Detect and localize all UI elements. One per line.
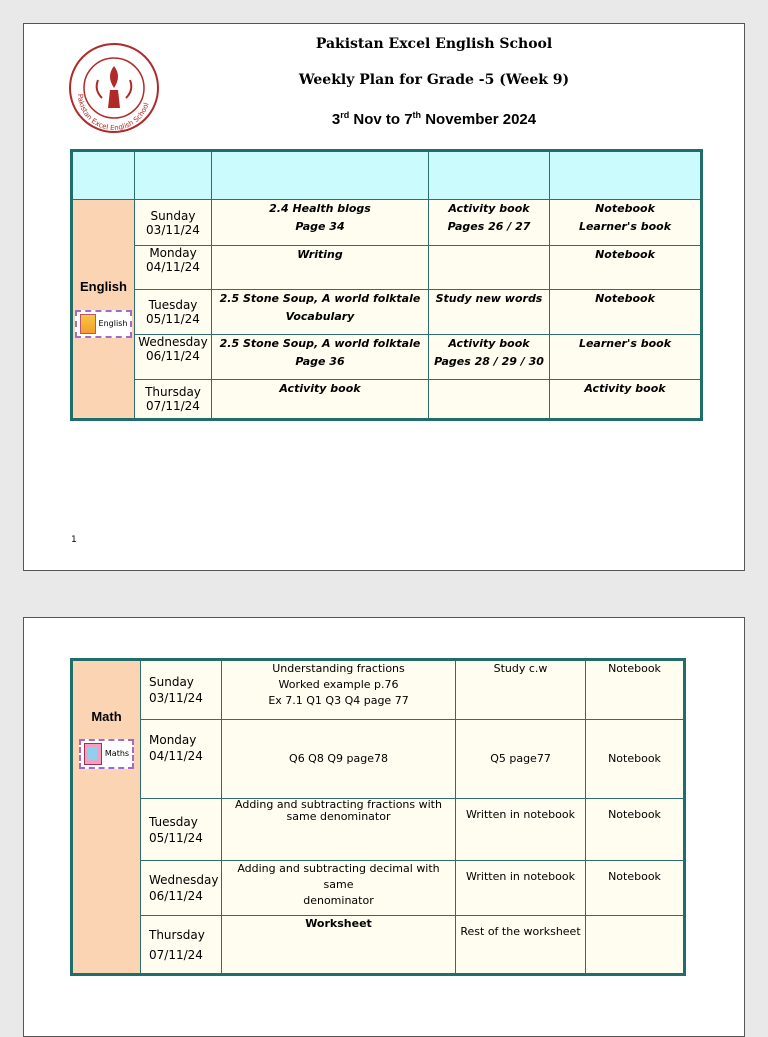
table-row: Tuesday 05/11/24 2.5 Stone Soup, A world folktale Vocabulary Study new words Notebook xyxy=(72,290,702,335)
document-page-1 xyxy=(23,23,745,571)
svg-text:Pakistan Excel English School: Pakistan Excel English School xyxy=(75,93,151,133)
table-row: Wednesday 06/11/24 Adding and subtracting decimal with same denominator Written in notebook Notebook xyxy=(72,861,685,916)
school-logo-seal xyxy=(68,42,160,134)
english-plan-table xyxy=(70,149,703,421)
book-icon xyxy=(80,314,96,334)
maths-badge: Maths xyxy=(79,739,134,769)
table-row: Thursday 07/11/24 Activity book Activity book xyxy=(72,380,702,420)
english-badge: English xyxy=(75,310,133,338)
math-plan-table xyxy=(70,658,686,976)
school-name: Pakistan Excel English School xyxy=(315,36,553,52)
plan-dates: 3rd Nov to 7th November 2024 xyxy=(331,110,537,128)
table-row: Monday 04/11/24 Writing Notebook xyxy=(72,246,702,290)
table-row: Thursday 07/11/24 Worksheet Rest of the worksheet xyxy=(72,916,685,975)
subject-cell-english xyxy=(72,200,135,420)
subject-label: English xyxy=(80,279,127,294)
table-row: Monday 04/11/24 Q6 Q8 Q9 page78 Q5 page77 Notebook xyxy=(72,720,685,799)
table-row: Math Maths Sunday 03/11/24 Understanding fractions Worked example p.76 Ex 7.1 Q1 Q3 Q4 page 77 Study c.w Notebook xyxy=(72,660,685,720)
table-row: Tuesday 05/11/24 Adding and subtracting fractions with same denominator Written in notebook Notebook xyxy=(72,799,685,861)
table-row: English English Sunday 03/11/24 2.4 Health blogs Page 34 Activity book Pages 26 / 27 Notebook Learner's book xyxy=(72,200,702,246)
plan-title: Weekly Plan for Grade -5 (Week 9) xyxy=(298,72,570,88)
calculator-icon xyxy=(84,743,102,765)
subject-label: Math xyxy=(91,709,122,724)
table-header-row xyxy=(72,151,702,200)
document-page-2 xyxy=(23,617,745,1037)
subject-cell-math xyxy=(72,660,141,975)
page-number: 1 xyxy=(71,535,77,545)
table-row: Wednesday 06/11/24 2.5 Stone Soup, A world folktale Page 36 Activity book Pages 28 / 29 / 30 Learner's book xyxy=(72,335,702,380)
